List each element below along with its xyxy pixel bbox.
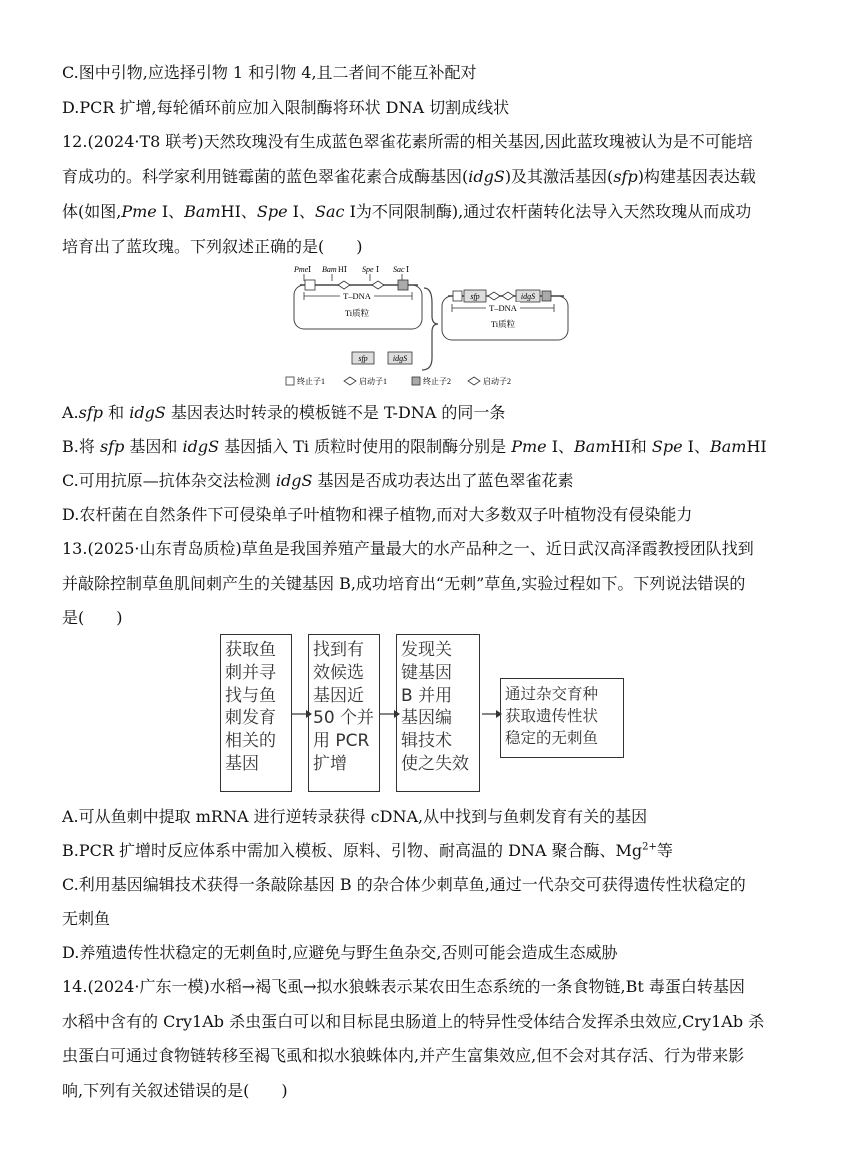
q12-stem-line2: 育成功的。科学家利用链霉菌的蓝色翠雀花素合成酶基因(idgS)及其激活基因(sfp)构建基因表达载 [62, 167, 756, 186]
site-pme-label: Pme [294, 265, 309, 274]
arrow-icon [496, 710, 502, 718]
q13-stem-line3: 是( ) [62, 608, 123, 627]
svg-text:Ⅰ: Ⅰ [376, 265, 380, 274]
flow-step-1: 获取鱼 刺并寻 找与鱼 刺发育 相关的 基因 [220, 634, 292, 792]
q13-stem-line1: 13.(2025·山东青岛质检)草鱼是我国养殖产量最大的水产品种之一、近日武汉高泽霞教授团队找到 [62, 539, 754, 558]
q12-option-d: D.农杆菌在自然条件下可侵染单子叶植物和裸子植物,而对大多数双子叶植物没有侵染能力 [62, 505, 693, 524]
q13-option-c-line1: C.利用基因编辑技术获得一条敲除基因 B 的杂合体少刺草鱼,通过一代杂交可获得遗传性状稳定的 [62, 875, 746, 894]
tdna-label-right: T–DNA [489, 303, 517, 313]
terminator1-icon [305, 280, 315, 290]
promoter2-icon [372, 281, 384, 289]
plasmid-diagram [282, 258, 572, 393]
ti-label-left: Ti质粒 [344, 308, 370, 318]
flow-step-2: 找到有 效候选 基因近 50 个并 用 PCR 扩增 [308, 634, 380, 792]
q14-stem-line4: 响,下列有关叙述错误的是( ) [62, 1081, 288, 1100]
q13-option-b: B.PCR 扩增时反应体系中需加入模板、原料、引物、耐高温的 DNA 聚合酶、$Mg^{2+}$等 [62, 841, 673, 860]
terminator2-icon [398, 280, 408, 290]
tdna-label-left: T–DNA [343, 291, 371, 301]
q13-option-a: A.可从鱼刺中提取 mRNA 进行逆转录获得 cDNA,从中找到与鱼刺发育有关的基因 [62, 807, 648, 826]
svg-text:HⅠ: HⅠ [338, 265, 347, 274]
q12-option-a: A.sfp 和 idgS 基因表达时转录的模板链不是 T-DNA 的同一条 [62, 403, 506, 422]
combine-brace [422, 288, 438, 370]
q14-stem-line3: 虫蛋白可通过食物链转移至褐飞虱和拟水狼蛛体内,并产生富集效应,但不会对其存活、行为带来影 [62, 1046, 745, 1065]
site-sac-label: Sac [393, 265, 405, 274]
svg-text:idgS: idgS [392, 354, 408, 363]
q13-option-c-line2: 无刺鱼 [62, 909, 111, 928]
q13-option-d: D.养殖遗传性状稳定的无刺鱼时,应避免与野生鱼杂交,否则可能会造成生态威胁 [62, 943, 618, 962]
q12-option-c: C.可用抗原—抗体杂交法检测 idgS 基因是否成功表达出了蓝色翠雀花素 [62, 471, 574, 490]
ti-label-right: Ti质粒 [490, 319, 516, 329]
flow-step-4: 通过杂交育种 获取遗传性状 稳定的无刺鱼 [500, 678, 624, 758]
svg-text:idgS: idgS [520, 292, 536, 301]
option-d-q11: D.PCR 扩增,每轮循环前应加入限制酶将环状 DNA 切割成线状 [62, 98, 510, 117]
q12-option-b: B.将 sfp 基因和 idgS 基因插入 Ti 质粒时使用的限制酶分别是 Pme Ⅰ、BamHⅠ和 Spe Ⅰ、BamHⅠ [62, 437, 767, 456]
option-c-q11: C.图中引物,应选择引物 1 和引物 4,且二者间不能互补配对 [62, 63, 477, 82]
svg-text:Ⅰ: Ⅰ [308, 265, 312, 274]
svg-text:Ⅰ: Ⅰ [406, 265, 410, 274]
process-flowchart [220, 634, 650, 794]
arrow-icon [394, 710, 400, 718]
site-bam-label: Bam [322, 265, 337, 274]
flow-step-3: 发现关 键基因 B 并用 基因编 辑技术 使之失效 [396, 634, 480, 792]
legend-promoter1: 启动子1 [359, 377, 387, 386]
q12-stem-line4: 培育出了蓝玫瑰。下列叙述正确的是( ) [62, 237, 363, 256]
q14-stem-line2: 水稻中含有的 Cry1Ab 杀虫蛋白可以和目标昆虫肠道上的特异性受体结合发挥杀虫效应,Cry1Ab 杀 [62, 1012, 765, 1031]
flow-arrows [220, 634, 650, 794]
promoter1-icon [338, 281, 350, 289]
svg-text:sfp: sfp [470, 292, 480, 301]
arrow-icon [306, 710, 312, 718]
legend-promoter2: 启动子2 [483, 377, 511, 386]
svg-text:sfp: sfp [358, 354, 368, 363]
legend-terminator1: 终止子1 [297, 377, 325, 386]
site-spe-label: Spe [362, 265, 374, 274]
q12-stem-line1: 12.(2024·T8 联考)天然玫瑰没有生成蓝色翠雀花素所需的相关基因,因此蓝玫瑰被认为是不可能培 [62, 132, 753, 151]
q13-stem-line2: 并敲除控制草鱼肌间刺产生的关键基因 B,成功培育出“无刺”草鱼,实验过程如下。下列说法错误的 [62, 574, 746, 593]
q14-stem-line1: 14.(2024·广东一模)水稻→褐飞虱→拟水狼蛛表示某农田生态系统的一条食物链,Bt 毒蛋白转基因 [62, 977, 745, 996]
legend-terminator2: 终止子2 [423, 377, 451, 386]
q12-stem-line3: 体(如图,Pme Ⅰ、BamHⅠ、Spe Ⅰ、Sac Ⅰ为不同限制酶),通过农杆菌转化法导入天然玫瑰从而成功 [62, 202, 752, 221]
